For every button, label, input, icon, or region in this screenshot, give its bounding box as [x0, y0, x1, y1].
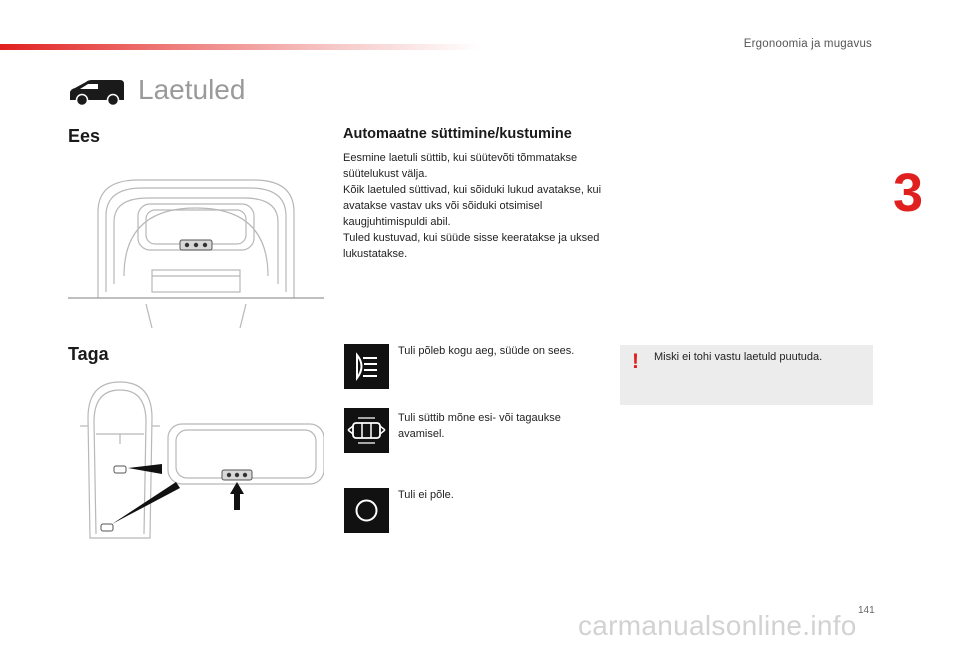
front-ceiling-lamp-illustration — [68, 172, 324, 328]
auto-paragraph-2: Kõik laetuled süttivad, kui sõiduki lukud avatakse, kui avatakse vastav uks või sõiduki otsimisel kaugjuhtimispuldi abil. — [343, 184, 602, 228]
mode-off-text: Tuli ei põle. — [398, 489, 454, 501]
door-lamp-icon — [344, 408, 389, 453]
mode-off-box — [344, 488, 389, 533]
chapter-number: 3 — [893, 163, 924, 223]
lamp-off-icon — [344, 488, 389, 533]
mode-door-text: Tuli süttib mõne esi- või tagaukse avamisel. — [398, 412, 561, 440]
rear-ceiling-lamp-illustration — [68, 378, 324, 540]
page-title: Laetuled — [138, 74, 246, 105]
header-accent-bar — [0, 44, 480, 50]
page-number: 141 — [858, 605, 875, 616]
warning-text: Miski ei tohi vastu laetuld puutuda. — [654, 351, 823, 363]
section-header: Ergonoomia ja mugavus — [743, 38, 872, 50]
warning-box — [620, 345, 873, 405]
heading-rear: Taga — [68, 344, 109, 364]
van-icon — [68, 78, 126, 106]
mode-on-text: Tuli põleb kogu aeg, süüde on sees. — [398, 345, 575, 357]
heading-auto: Automaatne süttimine/kustumine — [343, 126, 572, 142]
auto-paragraph-1: Eesmine laetuli süttib, kui süütevõti tõmmatakse süütelukust välja. — [343, 152, 578, 180]
mode-door-box — [344, 408, 389, 453]
heading-front: Ees — [68, 126, 101, 146]
mode-on-box — [344, 344, 389, 389]
warning-icon: ! — [632, 350, 639, 373]
watermark: carmanualsonline.info — [578, 610, 857, 641]
auto-paragraph-3: Tuled kustuvad, kui süüde sisse keeratakse ja uksed lukustatakse. — [343, 232, 600, 260]
lamp-on-icon — [344, 344, 389, 389]
auto-description — [343, 150, 603, 262]
